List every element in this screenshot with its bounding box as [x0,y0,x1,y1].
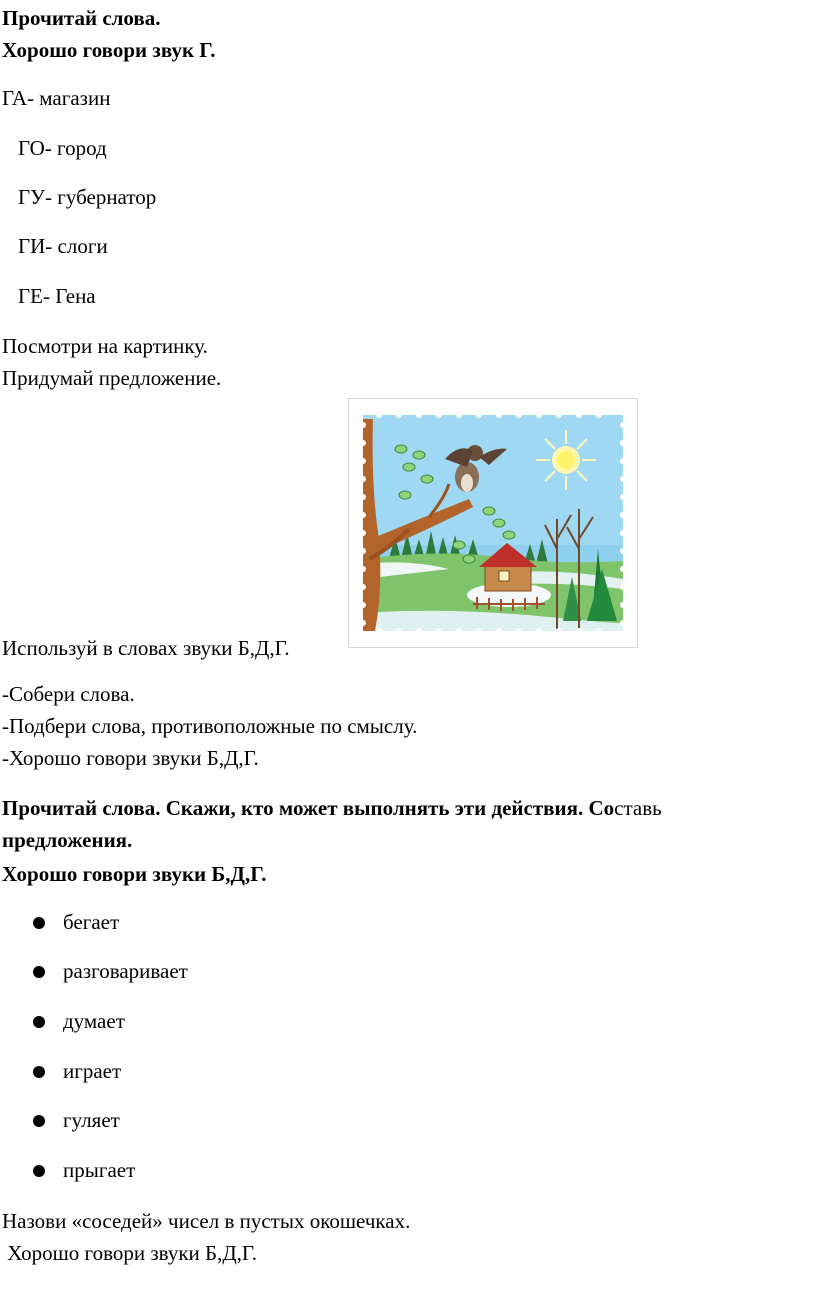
verb-item: разговаривает [63,959,188,983]
section4-title-regular: ставь [614,796,662,820]
section5-line1: Назови «соседей» чисел в пустых окошечках. [2,1209,411,1233]
bullet-icon [33,1066,45,1078]
bullet-icon [33,917,45,929]
instruction-look-at-picture: Посмотри на картинку. [2,334,208,358]
bullet-icon [33,966,45,978]
section4-title-line3: Хорошо говори звуки Б,Д,Г. [2,862,267,886]
bullet-icon [33,1016,45,1028]
section1-title-line1: Прочитай слова. [2,6,161,30]
bullet-icon [33,1165,45,1177]
task-collect-words: -Собери слова. [2,682,135,706]
instruction-make-sentence: Придумай предложение. [2,366,222,390]
syllable-ga: ГА- магазин [2,86,111,110]
verb-item: играет [63,1059,122,1083]
verb-item: гуляет [63,1108,120,1132]
section5-line2: Хорошо говори звуки Б,Д,Г. [2,1241,257,1265]
syllable-ge: ГЕ- Гена [18,284,96,308]
winter-scene-picture [348,398,638,648]
section4-title-line2: предложения. [2,828,133,852]
section1-title-line2: Хорошо говори звук Г. [2,38,216,62]
winter-scene-illustration [349,399,637,647]
syllable-gi: ГИ- слоги [18,234,108,258]
verb-item: бегает [63,910,120,934]
instruction-use-sounds: Используй в словах звуки Б,Д,Г. [2,636,290,660]
section4-title-bold: Прочитай слова. Скажи, кто может выполнять эти действия. Со [2,796,615,820]
task-pronounce-sounds: -Хорошо говори звуки Б,Д,Г. [2,746,259,770]
section4-title-line1 [2,796,662,821]
syllable-gu: ГУ- губернатор [18,185,157,209]
syllable-go: ГО- город [18,136,107,160]
bullet-icon [33,1115,45,1127]
task-find-antonyms: -Подбери слова, противоположные по смыслу. [2,714,418,738]
sun-icon [536,430,596,490]
verb-item: думает [63,1009,125,1033]
verb-item: прыгает [63,1158,136,1182]
